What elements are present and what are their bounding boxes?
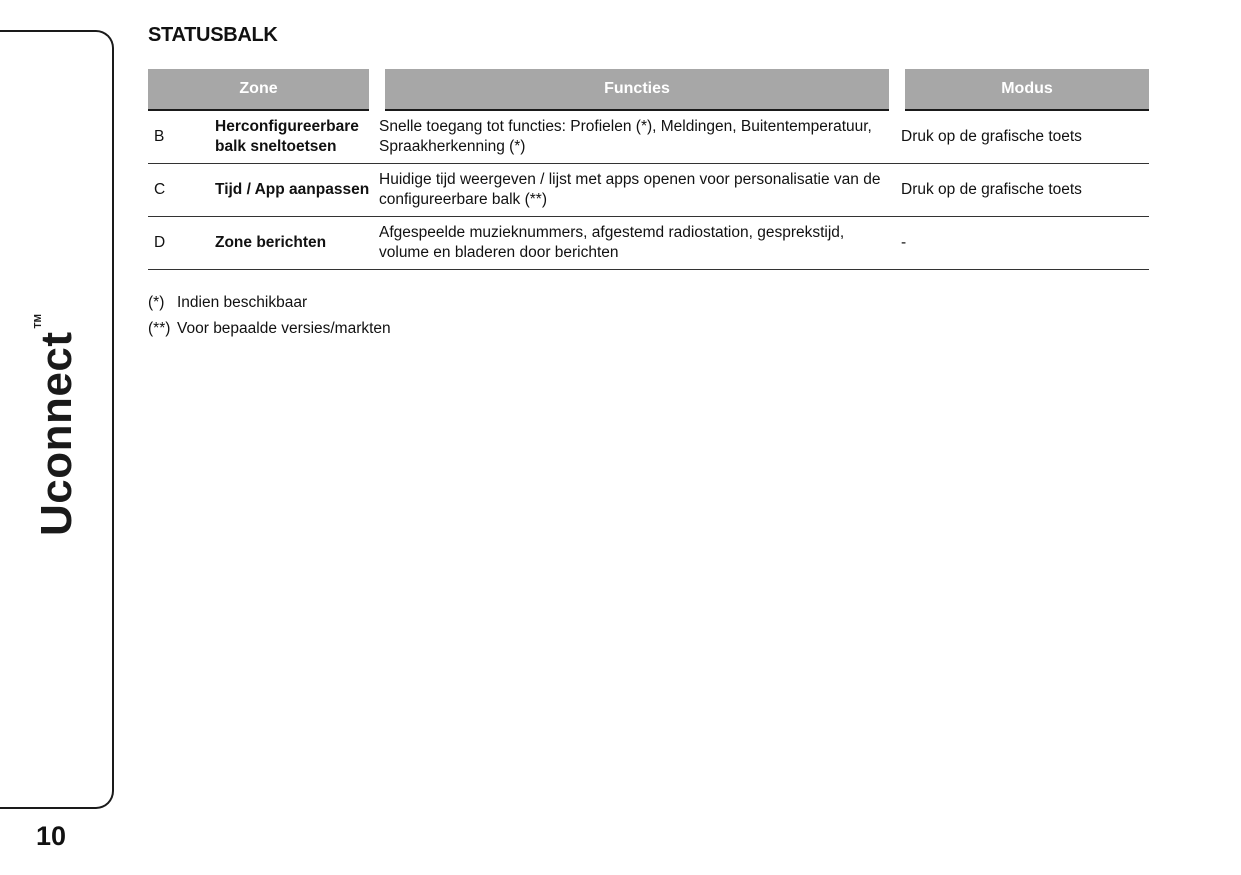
table-header-row: [148, 69, 1149, 110]
page-number: 10: [36, 821, 67, 851]
row-modus: Druk op de grafische toets: [897, 110, 1149, 163]
footnote-text: Indien beschikbaar: [177, 294, 308, 311]
row-zone: Tijd / App aanpassen: [210, 163, 377, 216]
footnote-text: Voor bepaalde versies/markten: [177, 320, 391, 337]
section-title: STATUSBALK: [148, 24, 278, 46]
footnote-mark: (**): [148, 320, 171, 337]
header-zone: Zone: [148, 69, 377, 110]
row-functies: Snelle toegang tot functies: Profielen (*), Meldingen, Buitentemperatuur, Spraakherkenning (*): [377, 110, 897, 163]
row-letter: C: [148, 163, 210, 216]
table-row: [148, 163, 1149, 216]
chapter-name: Uconnect: [32, 331, 81, 536]
footnote-item: [148, 290, 391, 316]
row-zone: Herconfigureerbare balk sneltoetsen: [210, 110, 377, 163]
row-modus: Druk op de grafische toets: [897, 163, 1149, 216]
row-functies: Afgespeelde muzieknummers, afgestemd radiostation, gesprekstijd, volume en bladeren door berichten: [377, 216, 897, 269]
row-letter: D: [148, 216, 210, 269]
footnote-item: [148, 316, 391, 342]
table-row: [148, 110, 1149, 163]
footnote-mark: (*): [148, 294, 165, 311]
row-zone: Zone berichten: [210, 216, 377, 269]
header-modus: Modus: [897, 69, 1149, 110]
row-modus: -: [897, 216, 1149, 269]
table-row: [148, 216, 1149, 269]
row-letter: B: [148, 110, 210, 163]
footnotes: [148, 290, 391, 342]
statusbar-table: [148, 69, 1149, 270]
row-functies: Huidige tijd weergeven / lijst met apps openen voor personalisatie van de configureerbare balk (**): [377, 163, 897, 216]
sidebar-chapter-label: [32, 314, 82, 536]
trademark-mark: TM: [33, 314, 44, 329]
header-functies: Functies: [377, 69, 897, 110]
